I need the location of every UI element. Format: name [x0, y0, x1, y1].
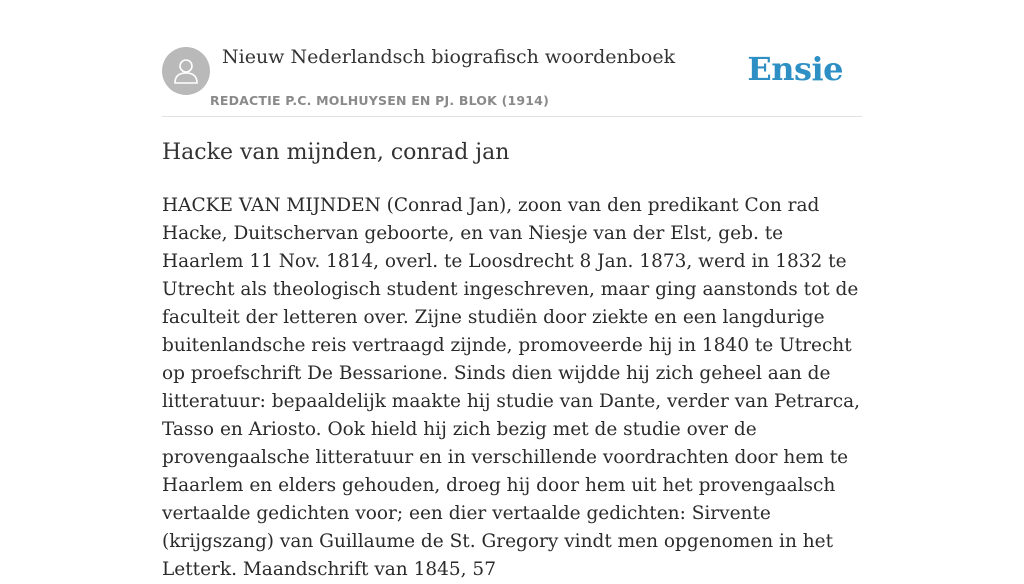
- page-content: [162, 0, 862, 580]
- entry-paragraph: HACKE VAN MIJNDEN (Conrad Jan), zoon van den predikant Con rad Hacke, Duitschervan geboorte, en van Niesje van der Elst, geb. te Haarlem 11 Nov. 1814, overl. te Loosdrecht 8 Jan. 1873, werd in 1832 te Utrecht als theologisch student ingeschreven, maar ging aanstonds tot de faculteit der letteren over. Zijne studiën door ziekte en een langdurige buitenlandsche reis vertraagd zijnde, promoveerde hij in 1840 te Utrecht op proefschrift De Bessarione. Sinds dien wijdde hij zich geheel aan de litteratuur: bepaaldelijk maakte hij studie van Dante, verder van Petrarca, Tasso en Ariosto. Ook hield hij zich bezig met de studie over de provengaalsche litteratuur en in verschillende voordrachten door hem te Haarlem en elders gehouden, droeg hij door hem uit het provengaalsch vertaalde gedichten voor; een dier vertaalde gedichten: Sirvente (krijgszang) van Guillaume de St. Gregory vindt men opgenomen in het Letterk. Maandschrift van 1845, 57: [162, 195, 860, 580]
- book-subtitle: REDACTIE P.C. MOLHUYSEN EN PJ. BLOK (1914): [210, 93, 549, 108]
- entry-title: Hacke van mijnden, conrad jan: [162, 140, 510, 165]
- user-icon: [173, 57, 199, 85]
- book-title[interactable]: Nieuw Nederlandsch biografisch woordenboek: [222, 46, 676, 68]
- ensie-logo[interactable]: Ensie: [747, 50, 843, 88]
- entry-body: [162, 192, 862, 584]
- avatar[interactable]: [162, 47, 210, 95]
- header: [162, 0, 862, 117]
